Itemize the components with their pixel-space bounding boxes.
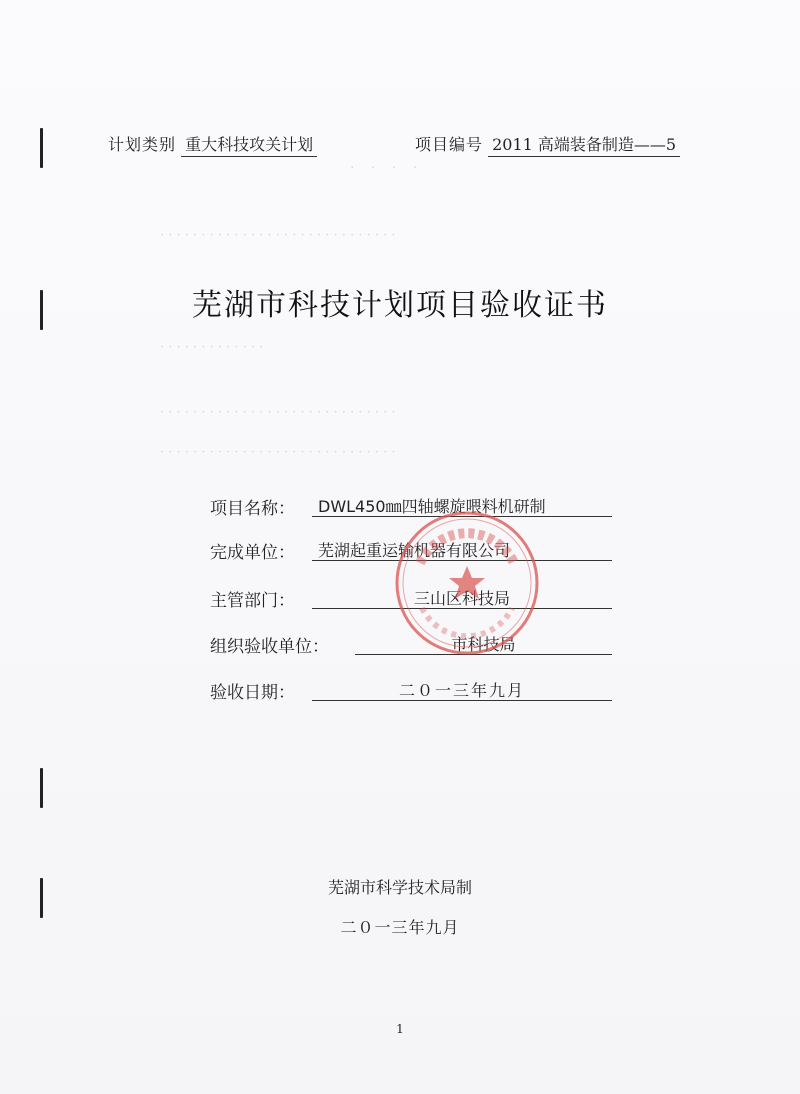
plan-category-label: 计划类别 (108, 135, 177, 154)
field-acceptance-date (210, 678, 295, 703)
acceptance-date-value: 二０一三年九月 (398, 681, 525, 700)
project-name-value: DWL450㎜四轴螺旋喂料机研制 (318, 497, 546, 516)
bleed-through-text: · · · · · · · · · · · · · (160, 340, 264, 355)
organizing-unit-value: 市科技局 (451, 635, 516, 654)
bleed-through-text: · · · · (350, 160, 424, 176)
binding-mark (40, 128, 43, 168)
bleed-through-text: · · · · · · · · · · · · · · · · · · · · · · · · · · · · · (160, 445, 396, 460)
issue-date: 二０一三年九月 (340, 918, 460, 937)
bleed-through-text: · · · · · · · · · · · · · · · · · · · · · · · · · · · · · (160, 228, 396, 243)
field-label: 组织验收单位： (210, 637, 329, 657)
field-label: 项目名称： (210, 499, 295, 519)
field-label: 主管部门： (210, 591, 295, 611)
document-title: 芜湖市科技计划项目验收证书 (192, 288, 608, 323)
field-project-name (210, 494, 295, 519)
project-number-label: 项目编号 (415, 135, 484, 154)
bleed-through-text: · · · · · · · · · · · · · · · · · · · · · · · · · · · · · (160, 405, 396, 420)
plan-category-value: 重大科技攻关计划 (181, 132, 317, 157)
project-number-value: 2011 高端装备制造——5 (488, 132, 680, 157)
red-seal-stamp-icon (392, 508, 542, 658)
field-supervising-dept (210, 586, 295, 611)
page-number: 1 (396, 1022, 404, 1036)
supervising-dept-value: 三山区科技局 (413, 589, 510, 608)
field-value (312, 678, 612, 701)
field-label: 完成单位： (210, 543, 295, 563)
plan-category (108, 132, 317, 157)
issuer: 芜湖市科学技术局制 (327, 878, 472, 897)
binding-mark (40, 768, 43, 808)
field-completing-unit (210, 538, 295, 563)
project-number (415, 132, 680, 157)
completing-unit-value: 芜湖起重运输机器有限公司 (318, 541, 511, 560)
field-label: 验收日期： (210, 683, 295, 703)
field-organizing-unit (210, 632, 329, 657)
